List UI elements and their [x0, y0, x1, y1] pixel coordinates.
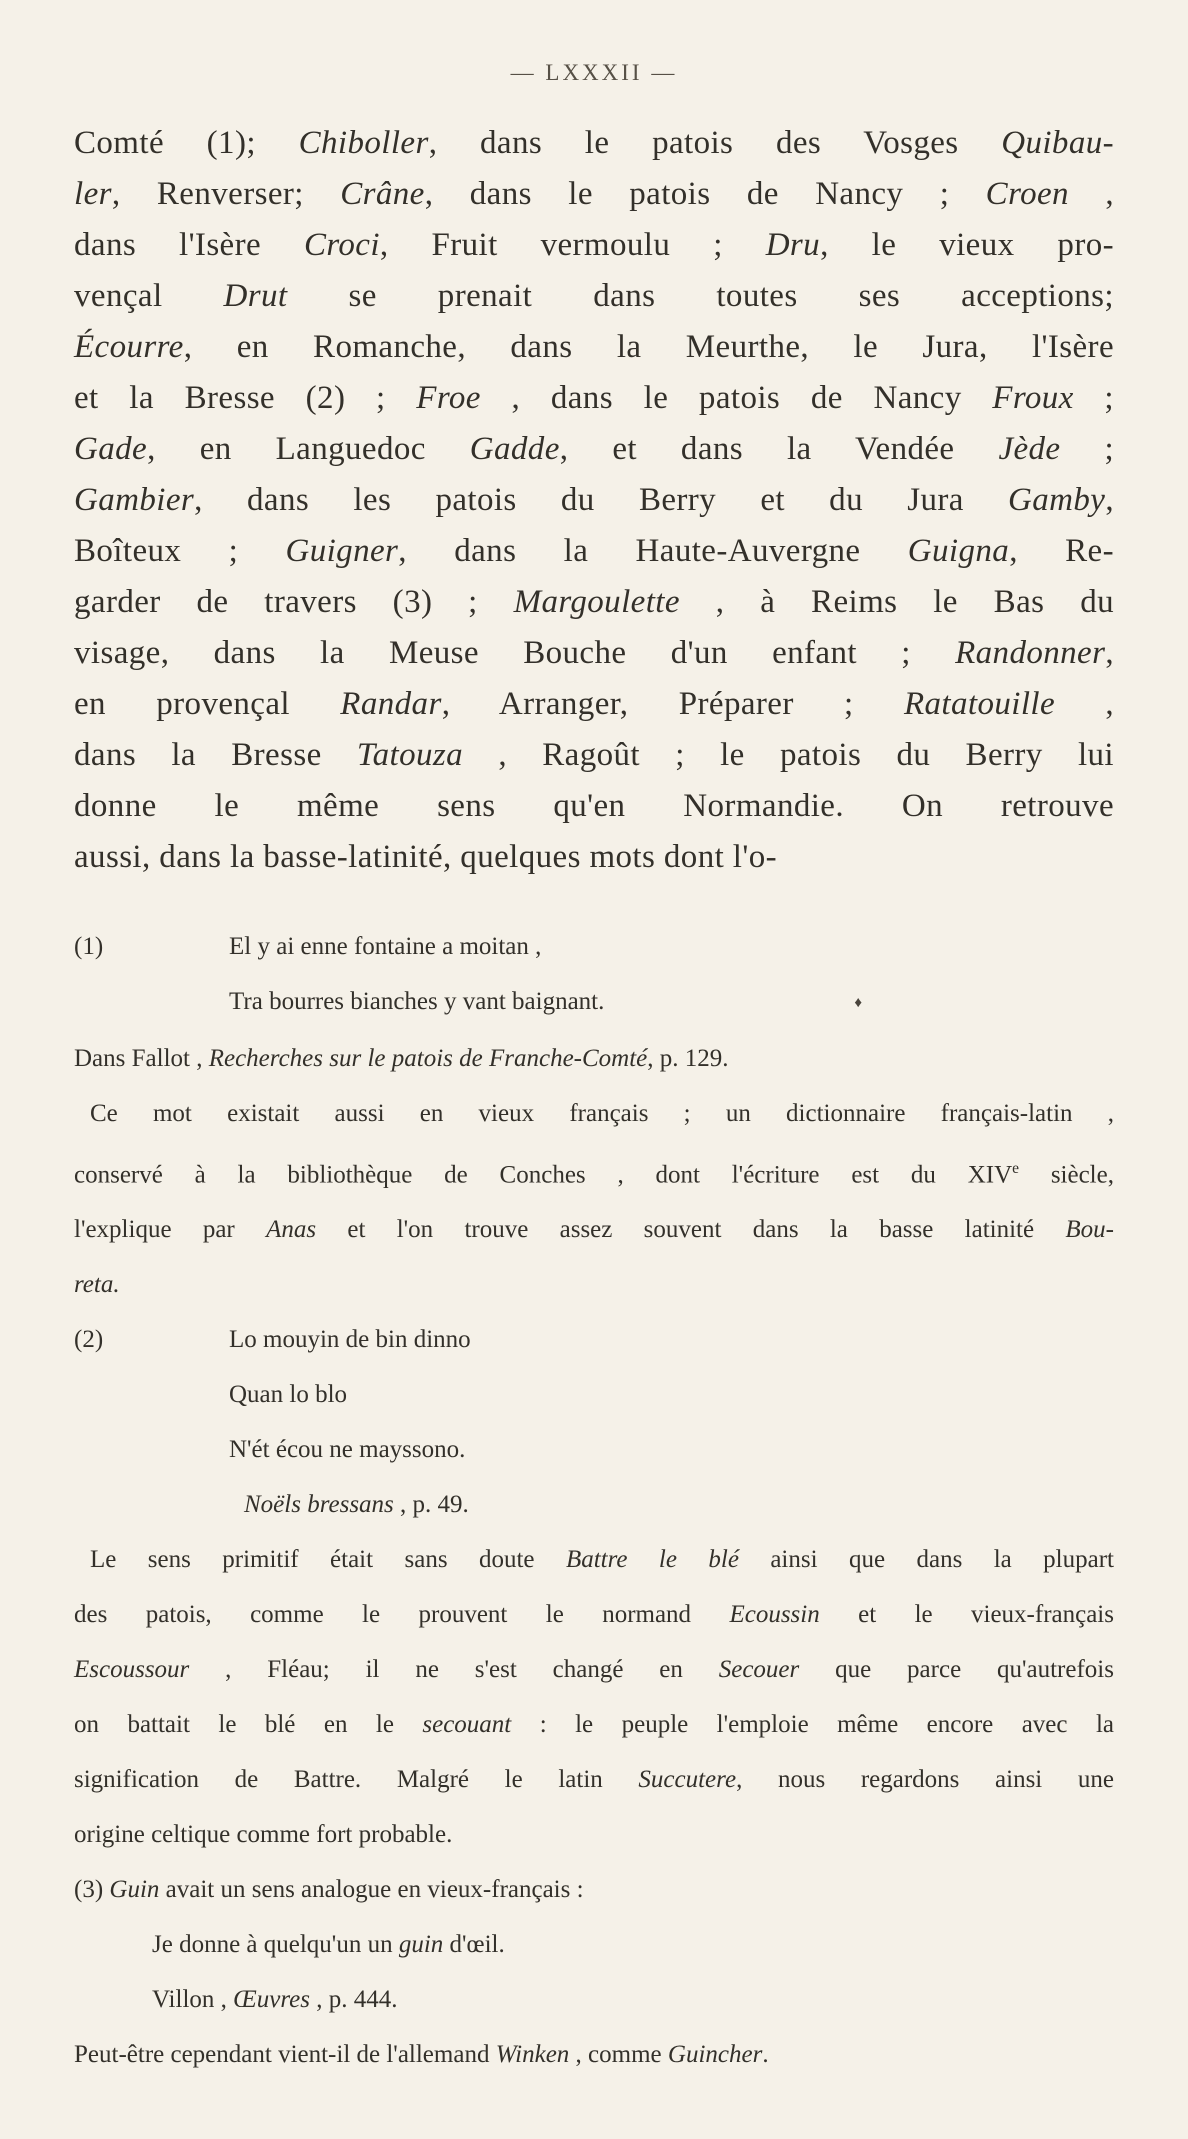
text-segment: siècle, [1019, 1161, 1114, 1189]
footnote-marker: (1) [74, 933, 104, 960]
text-segment: Recherches sur le patois de Franche-Comté [208, 1044, 648, 1072]
text-segment: Bou- [1065, 1216, 1114, 1244]
text-line [74, 832, 1114, 883]
text-segment: Quan lo blo [229, 1381, 348, 1409]
text-segment: , Renverser; [111, 176, 341, 212]
text-segment: ; [1073, 380, 1114, 416]
text-line [74, 322, 1114, 373]
text-segment: , Arranger, Préparer ; [441, 686, 904, 722]
text-segment: en provençal [74, 686, 341, 722]
text-segment: origine celtique comme fort probable. [74, 1821, 453, 1849]
text-line [74, 1367, 1114, 1422]
text-segment: Randonner [955, 635, 1106, 671]
text-segment: Ce mot existait aussi en vieux français ; un dictionnaire français-latin , [90, 1099, 1114, 1127]
text-segment: secouant [422, 1711, 512, 1739]
text-segment: Guin [109, 1876, 160, 1904]
text-line [74, 1532, 1114, 1587]
text-segment: Froux [992, 380, 1074, 416]
text-segment: l'explique par [74, 1216, 267, 1244]
text-segment: Succutere [638, 1766, 737, 1794]
text-segment: donne le même sens qu'en Normandie. On retrouve [74, 788, 1114, 824]
text-segment: Gade [74, 431, 148, 467]
text-segment: et la Bresse (2) ; [74, 380, 417, 416]
text-segment: dans l'Isère [74, 227, 304, 263]
text-line [74, 220, 1114, 271]
text-segment: , en Romanche, dans la Meurthe, le Jura, l'Isère [183, 329, 1114, 365]
text-segment: Jède [998, 431, 1061, 467]
text-segment: Drut [223, 278, 288, 314]
text-segment: Margoulette [513, 584, 680, 620]
text-line [74, 1141, 1114, 1202]
text-line [74, 730, 1114, 781]
text-line [74, 679, 1114, 730]
text-segment: ainsi que dans la plupart [738, 1546, 1114, 1574]
text-segment: Tatouza [356, 737, 464, 773]
text-segment: , Fruit vermoulu ; [379, 227, 766, 263]
text-segment: Comté (1); [74, 125, 299, 161]
text-segment: El y ai enne fontaine a moitan , [229, 933, 542, 960]
text-segment: se prenait dans toutes ses acceptions; [287, 278, 1114, 314]
text-segment: , p. 129. [647, 1044, 729, 1072]
text-segment: Dans Fallot , [74, 1044, 209, 1072]
text-segment: aussi, dans la basse-latinité, quelques mots dont l'o- [74, 839, 778, 875]
text-segment: Battre le blé [565, 1546, 739, 1574]
text-line [74, 1862, 1114, 1917]
text-line [74, 424, 1114, 475]
text-line [74, 2027, 1114, 2082]
text-line [74, 919, 1114, 974]
text-segment: Croci [303, 227, 380, 263]
text-segment: Quibau- [1001, 125, 1115, 161]
text-segment: , dans la Haute-Auvergne [398, 533, 908, 569]
text-line [74, 1587, 1114, 1642]
text-line [74, 118, 1114, 169]
text-segment: visage, dans la Meuse Bouche d'un enfant ; [74, 635, 956, 671]
text-segment: (3) [74, 1876, 110, 1904]
text-line [74, 1031, 1114, 1086]
text-segment: ler [74, 176, 112, 212]
text-segment: Escoussour [74, 1656, 190, 1684]
text-line [74, 1972, 1114, 2027]
text-line [74, 1917, 1114, 1972]
text-segment: e [1012, 1159, 1020, 1177]
text-segment: , p. 444. [309, 1986, 398, 2014]
text-segment: Gamby [1008, 482, 1106, 518]
text-segment: Dru [765, 227, 821, 263]
text-segment: garder de travers (3) ; [74, 584, 514, 620]
text-line [74, 1752, 1114, 1807]
main-text-block [74, 118, 1114, 883]
text-segment: Chiboller [298, 125, 429, 161]
text-segment: Guigner [285, 533, 399, 569]
text-segment: , [1068, 176, 1114, 212]
text-segment: Tra bourres bianches y vant baignant. [229, 988, 605, 1015]
text-segment: , dans le patois de Nancy ; [424, 176, 986, 212]
text-segment: et le vieux-français [819, 1601, 1114, 1629]
text-segment: Croen [985, 176, 1069, 212]
text-segment: N'ét écou ne mayssono. [229, 1436, 466, 1464]
text-segment: Gadde [469, 431, 560, 467]
text-line [74, 974, 1114, 1031]
text-segment: , [1105, 635, 1114, 671]
text-line [74, 1422, 1114, 1477]
text-segment: , Re- [1009, 533, 1114, 569]
text-segment: Froe [416, 380, 481, 416]
text-line [74, 475, 1114, 526]
text-segment: signification de Battre. Malgré le latin [74, 1766, 639, 1794]
text-segment: des patois, comme le prouvent le normand [74, 1601, 730, 1629]
text-segment: . [762, 2041, 769, 2069]
text-line [74, 271, 1114, 322]
text-segment: Villon , [152, 1986, 234, 2014]
text-segment: , dans le patois des Vosges [428, 125, 1002, 161]
text-segment: Gambier [74, 482, 195, 518]
text-segment: ; [1060, 431, 1115, 467]
text-line [74, 577, 1114, 628]
text-segment: conservé à la bibliothèque de Conches , dont l'écriture est du XIV [74, 1161, 1013, 1189]
text-segment: , Fléau; il ne s'est changé en [189, 1656, 719, 1684]
text-line [74, 1257, 1114, 1312]
text-segment: , à Reims le Bas du [679, 584, 1114, 620]
text-segment: , [1055, 686, 1114, 722]
text-segment: , le vieux pro- [820, 227, 1115, 263]
text-segment: , comme [569, 2041, 668, 2069]
text-segment: Winken [495, 2041, 570, 2069]
text-segment: vençal [74, 278, 224, 314]
text-line [74, 1642, 1114, 1697]
text-segment: Ratatouille [903, 686, 1056, 722]
text-line [74, 1697, 1114, 1752]
text-segment: Randar [340, 686, 442, 722]
text-segment: , dans les patois du Berry et du Jura [194, 482, 1009, 518]
text-line [74, 1312, 1114, 1367]
text-line [74, 1477, 1114, 1532]
text-segment: Je donne à quelqu'un un [152, 1931, 399, 1959]
text-segment: et l'on trouve assez souvent dans la basse latinité [316, 1216, 1066, 1244]
text-line [74, 1202, 1114, 1257]
footnote-block [74, 919, 1114, 2082]
text-line [74, 1807, 1114, 1862]
text-segment: Secouer [718, 1656, 800, 1684]
text-line [74, 373, 1114, 424]
text-segment: reta. [74, 1271, 120, 1299]
page-number: — LXXXII — [510, 60, 678, 85]
text-segment: Guincher [667, 2041, 763, 2069]
text-segment: , Ragoût ; le patois du Berry lui [463, 737, 1114, 773]
text-segment: Peut-être cependant vient-il de l'allemand [74, 2041, 496, 2069]
footnote-marker: (2) [74, 1326, 104, 1354]
text-segment: Lo mouyin de bin dinno [229, 1326, 471, 1354]
text-line [74, 526, 1114, 577]
text-segment: Écourre [74, 329, 184, 365]
text-segment: , [1105, 482, 1114, 518]
text-segment: , nous regardons ainsi une [736, 1766, 1114, 1794]
text-line [74, 781, 1114, 832]
text-segment: Boîteux ; [74, 533, 286, 569]
text-segment: d'œil. [443, 1931, 505, 1959]
text-segment: , p. 49. [393, 1491, 469, 1519]
text-segment: Anas [266, 1216, 317, 1244]
text-segment: dans la Bresse [74, 737, 357, 773]
text-segment: , dans le patois de Nancy [480, 380, 993, 416]
text-segment: : le peuple l'emploie même encore avec la [511, 1711, 1114, 1739]
text-segment: Le sens primitif était sans doute [90, 1546, 566, 1574]
text-segment: Guigna [907, 533, 1010, 569]
text-segment: Noëls bressans [244, 1491, 394, 1519]
ink-mark-ornament: ♦ [854, 994, 863, 1011]
text-segment: que parce qu'autrefois [799, 1656, 1114, 1684]
text-segment: Ecoussin [729, 1601, 820, 1629]
text-line [74, 169, 1114, 220]
text-line [74, 1086, 1114, 1141]
text-segment: on battait le blé en le [74, 1711, 423, 1739]
text-segment: Crâne [340, 176, 425, 212]
text-segment: , en Languedoc [147, 431, 470, 467]
text-segment: avait un sens analogue en vieux-français : [159, 1876, 584, 1904]
text-segment: , et dans la Vendée [559, 431, 999, 467]
text-segment: guin [398, 1931, 444, 1959]
text-line [74, 628, 1114, 679]
text-segment: Œuvres [233, 1986, 310, 2014]
